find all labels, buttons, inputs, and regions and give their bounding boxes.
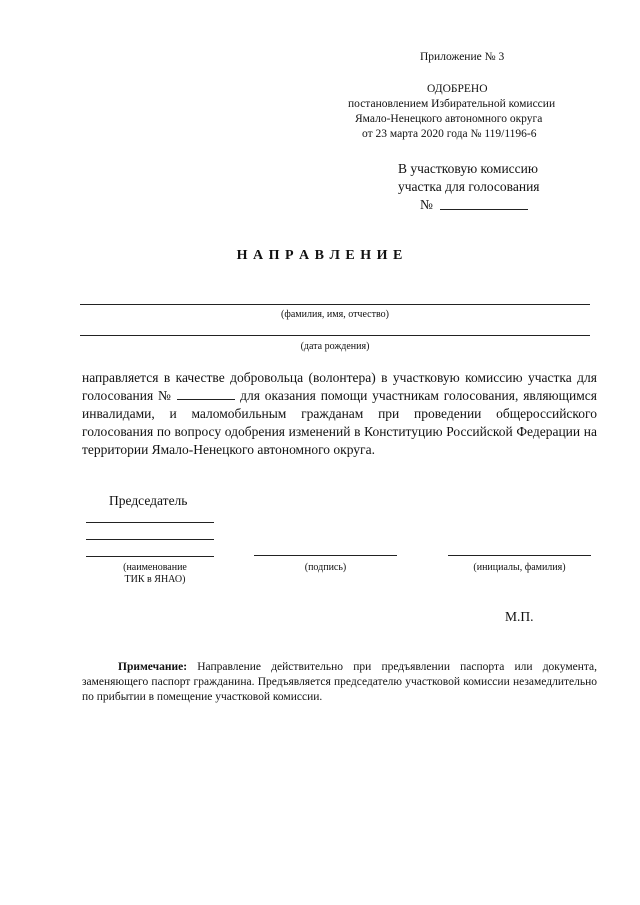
note-paragraph	[82, 660, 597, 705]
document-title: Н А П Р А В Л Е Н И Е	[236, 248, 404, 263]
tik-caption-line-1: (наименование	[123, 562, 187, 573]
note-text: Направление действительно при предъявлении паспорта или документа, заменяющего паспорт гражданина. Предъявляется председателю участковой комиссии незамедлительно по прибытии в помещение участковой комиссии.	[82, 661, 597, 703]
birth-date-caption: (дата рождения)	[300, 341, 370, 352]
addressee-line-2: участка для голосования	[398, 179, 540, 194]
addressee-line-1: В участковую комиссию	[398, 161, 538, 176]
note-label: Примечание:	[118, 661, 188, 673]
approved-label: ОДОБРЕНО	[427, 83, 488, 95]
main-text-part-1: направляется в качестве добровольца (волонтера) в участковую комиссию участка для голосования №	[82, 370, 597, 403]
addressee-number-label: №	[420, 197, 433, 212]
stamp-place-label: М.П.	[505, 609, 534, 624]
approval-line-3: от 23 марта 2020 года № 119/1196-6	[362, 128, 537, 140]
birth-date-line	[80, 335, 590, 336]
tik-line-2	[86, 539, 214, 540]
main-text-part-2: для оказания помощи участникам голосования, являющимся инвалидами, и маломобильным гражданам при проведении общероссийского голосования по вопросу одобрения изменений в Конституцию Российской Федерации на территории Ямало-Ненецкого автономного округа.	[82, 388, 598, 457]
chairman-label: Председатель	[109, 493, 188, 508]
precinct-number-blank	[177, 388, 235, 400]
approval-line-2: Ямало-Ненецкого автономного округа	[355, 113, 543, 125]
signature-caption: (подпись)	[304, 562, 347, 573]
name-caption: (фамилия, имя, отчество)	[281, 309, 389, 320]
approval-line-1: постановлением Избирательной комиссии	[348, 98, 556, 110]
name-line	[80, 304, 590, 305]
initials-caption: (инициалы, фамилия)	[473, 562, 566, 573]
appendix-number: Приложение № 3	[420, 51, 505, 63]
tik-line-3	[86, 556, 214, 557]
signature-line	[254, 555, 397, 556]
main-paragraph	[82, 369, 597, 459]
initials-line	[448, 555, 591, 556]
tik-caption-line-2: ТИК в ЯНАО)	[124, 574, 186, 585]
addressee-number-line	[440, 209, 528, 210]
tik-line-1	[86, 522, 214, 523]
